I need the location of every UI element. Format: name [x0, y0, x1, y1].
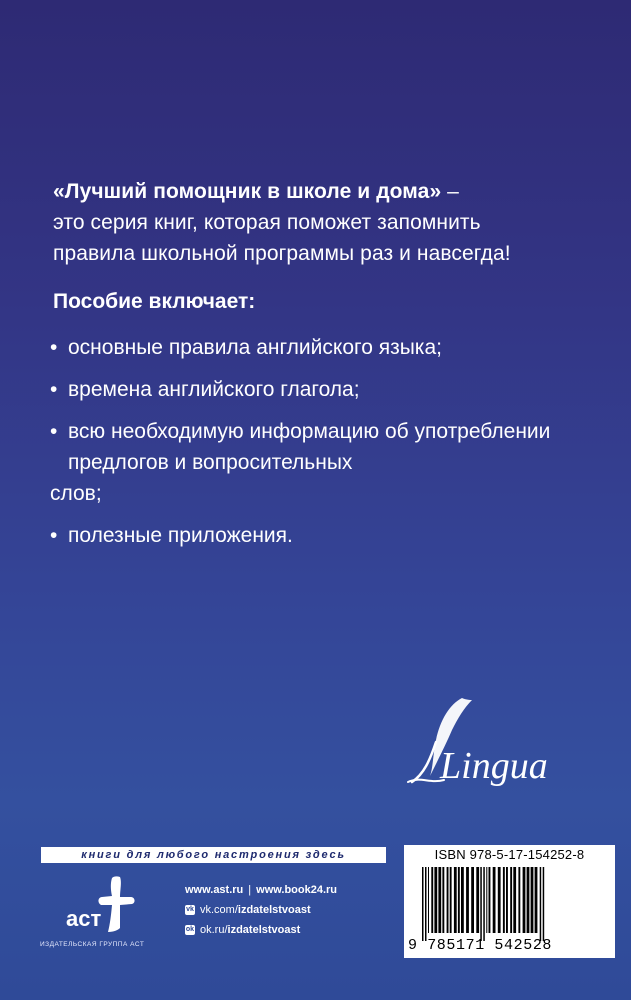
- barcode-bar: [428, 867, 429, 933]
- barcode-bar: [506, 867, 508, 933]
- barcode-bar: [480, 867, 482, 941]
- barcode-bar: [461, 867, 464, 933]
- barcode-bar: [466, 867, 469, 933]
- barcode-panel: [404, 845, 615, 958]
- barcode-bar: [489, 867, 491, 933]
- barcode-bar: [422, 867, 424, 941]
- barcode-bar: [458, 867, 460, 933]
- barcode-bar: [447, 867, 449, 933]
- barcode-bar: [483, 867, 485, 941]
- barcode-bar: [498, 867, 501, 933]
- barcode-bar: [476, 867, 479, 933]
- website-link-book24[interactable]: www.book24.ru: [256, 884, 338, 896]
- barcode-bar: [531, 867, 534, 933]
- publisher-caption: ИЗДАТЕЛЬСКАЯ ГРУППА АСТ: [40, 941, 145, 948]
- barcode-bar: [518, 867, 520, 933]
- series-title: «Лучший помощник в школе и дома»: [53, 180, 442, 203]
- barcode-bar: [493, 867, 496, 933]
- barcode-bar: [425, 867, 427, 941]
- intro-line-3: правила школьной программы раз и навсегда!: [53, 242, 511, 265]
- barcode-bar: [510, 867, 512, 933]
- website-row: [185, 880, 337, 900]
- list-item: • полезные приложения.: [50, 520, 610, 551]
- ok-link[interactable]: ok.ru/izdatelstvoast: [200, 924, 301, 936]
- publisher-logo-text: аст: [66, 906, 102, 931]
- lingua-series-logo: [400, 690, 580, 800]
- lingua-wordmark: Lingua: [440, 745, 548, 787]
- barcode-bar: [486, 867, 487, 933]
- isbn-number: ISBN 978-5-17-154252-8: [434, 847, 585, 862]
- link-separator: |: [248, 884, 252, 896]
- ok-icon: ok: [185, 926, 195, 933]
- barcode-bar: [442, 867, 444, 933]
- includes-heading: Пособие включает:: [53, 290, 256, 313]
- series-title-dash: –: [441, 180, 459, 203]
- barcode-bar: [543, 867, 545, 941]
- intro-paragraph: [53, 176, 613, 269]
- barcode-bar: [431, 867, 433, 933]
- intro-line-2: это серия книг, которая поможет запомнить: [53, 211, 481, 234]
- barcode-bar: [540, 867, 542, 941]
- list-item: • всю необходимую информацию об употреблении предлогов и вопросительных слов;: [50, 416, 610, 509]
- barcode-bar: [513, 867, 516, 933]
- barcode-bar: [523, 867, 526, 933]
- list-item: • основные правила английского языка;: [50, 332, 610, 363]
- website-link-ast[interactable]: www.ast.ru: [185, 884, 244, 896]
- vk-icon: vk: [186, 906, 194, 913]
- barcode-bars: [418, 867, 608, 941]
- includes-list: [50, 332, 610, 562]
- list-item: • времена английского глагола;: [50, 374, 610, 405]
- barcode-bar: [450, 867, 452, 933]
- barcode-bar: [527, 867, 530, 933]
- vk-link[interactable]: vk.com/izdatelstvoast: [200, 904, 311, 916]
- barcode-bar: [471, 867, 474, 933]
- barcode-bar: [503, 867, 505, 933]
- cross-mark-icon: [98, 876, 134, 932]
- ean-number: 9 785171 542528: [408, 937, 553, 954]
- barcode-bar: [454, 867, 457, 933]
- barcode-bar: [434, 867, 437, 933]
- vk-row: [185, 900, 337, 920]
- tagline-banner: книги для любого настроения здесь: [41, 847, 386, 863]
- ok-row: [185, 920, 337, 940]
- barcode-bar: [535, 867, 538, 933]
- barcode-bar: [438, 867, 441, 933]
- list-item-tail: слов;: [50, 482, 102, 505]
- publisher-links: [185, 880, 337, 940]
- ast-publisher-logo: [40, 872, 150, 947]
